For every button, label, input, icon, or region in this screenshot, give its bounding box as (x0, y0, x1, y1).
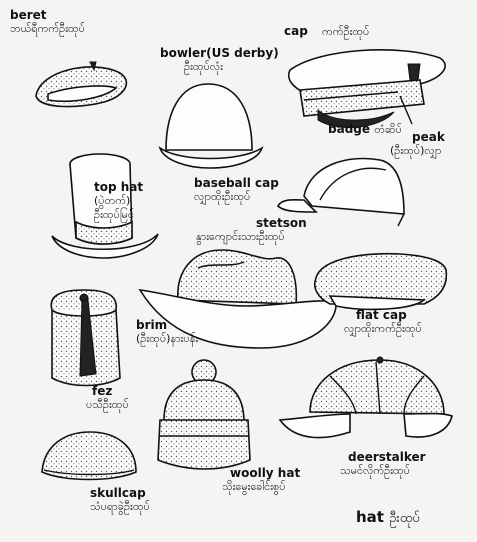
bowler-drawing (160, 84, 262, 168)
fez-label (86, 384, 129, 412)
woolly-hat-en: woolly hat (230, 466, 301, 480)
skullcap-label (90, 486, 150, 514)
bowler-my: ဦးထုပ်လုံး (184, 60, 223, 73)
stetson-my: နွားကျောင်းသားဦးထုပ် (196, 230, 285, 243)
cap-my: ကက်ဦးထုပ် (322, 25, 370, 38)
beret-label (10, 8, 85, 36)
flat-cap-drawing (315, 254, 447, 310)
deerstalker-label (340, 450, 426, 478)
peak-my: (ဦးထုပ်)လျှာ (390, 144, 442, 157)
deerstalker-drawing (280, 357, 452, 438)
flat-cap-en: flat cap (356, 308, 407, 322)
brim-my: (ဦးထုပ်)နားပန်း (136, 332, 199, 345)
flat-cap-my: လျှာထိုးကက်ဦးထုပ် (344, 322, 422, 335)
badge-my: တံဆိပ် (374, 123, 402, 136)
beret-drawing (36, 62, 126, 107)
woolly-hat-my: သိုးမွေးခေါင်းစွပ် (222, 480, 286, 493)
peak-label (390, 130, 445, 158)
top-hat-label (94, 180, 143, 222)
top-hat-my2: ဦးထုပ်မြင့် (94, 208, 135, 221)
flat-cap-label (344, 308, 422, 336)
deerstalker-my: သမင်လိုက်ဦးထုပ် (340, 464, 410, 477)
cap-drawing (289, 50, 445, 128)
beret-en: beret (10, 8, 47, 22)
top-hat-en: top hat (94, 180, 144, 194)
fez-drawing (51, 290, 120, 386)
skullcap-my: သံပရာခွဲဦးထုပ် (90, 500, 150, 513)
baseball-cap-my: လျှာထိုးဦးထုပ် (194, 190, 251, 203)
woolly-hat-drawing (158, 360, 250, 469)
brim-label (136, 318, 198, 346)
stetson-label (196, 216, 307, 244)
badge-label (328, 122, 402, 137)
peak-en: peak (412, 130, 445, 144)
baseball-cap-en: baseball cap (194, 176, 279, 190)
badge-en: badge (328, 122, 371, 136)
skullcap-drawing (42, 432, 136, 480)
skullcap-en: skullcap (90, 486, 146, 500)
top-hat-my1: (ပွဲတက်) (94, 194, 131, 207)
cap-en: cap (284, 24, 308, 38)
title-my: ဦးထုပ် (389, 511, 420, 526)
bowler-label (160, 46, 279, 74)
fez-my: ပသီဦးထုပ် (86, 398, 129, 411)
title-en: hat (356, 508, 384, 526)
fez-en: fez (92, 384, 113, 398)
brim-en: brim (136, 318, 168, 332)
woolly-hat-label (222, 466, 300, 494)
baseball-cap-label (194, 176, 279, 204)
bowler-en: bowler(US derby) (160, 46, 279, 60)
cap-label (284, 24, 369, 39)
deerstalker-en: deerstalker (348, 450, 426, 464)
page-title (356, 508, 420, 529)
stetson-en: stetson (256, 216, 307, 230)
beret-my: ဘယ်ရီကက်ဦးထုပ် (10, 22, 85, 35)
